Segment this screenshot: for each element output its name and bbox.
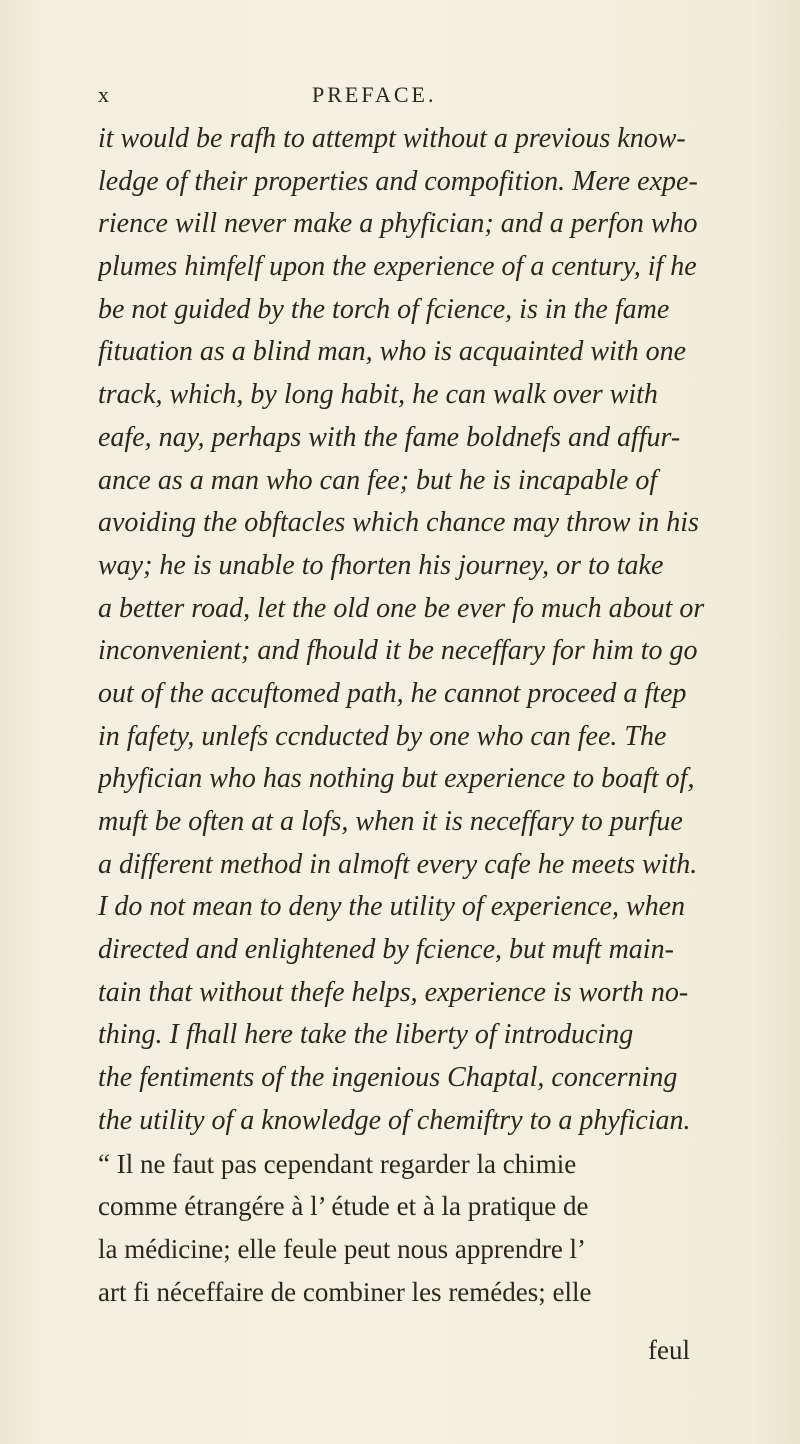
text-line: thing. I fhall here take the liberty of introducing — [98, 1019, 634, 1051]
quote-line: “ Il ne faut pas cependant regarder la chimie — [98, 1148, 577, 1179]
text-line: it would be rafh to attempt without a previous know- — [98, 123, 686, 154]
text-line: the utility of a knowledge of chemiftry to a phyfician. — [98, 1104, 691, 1136]
text-line: a better road, let the old one be ever fo much about or — [98, 592, 705, 624]
text-line: a different method in almoft every cafe he meets with. — [98, 848, 698, 880]
page-number: x — [98, 82, 110, 107]
text-line: fituation as a blind man, who is acquainted with one — [98, 336, 686, 368]
text-line: be not guided by the torch of fcience, is in the fame — [98, 293, 670, 325]
body-text — [98, 118, 718, 1313]
quote-line: comme étrangére à l’ étude et à la pratique de — [98, 1191, 589, 1222]
catchword: feul — [648, 1335, 690, 1365]
text-line: avoiding the obftacles which chance may throw in his — [98, 507, 699, 539]
text-line: muft be often at a lofs, when it is neceffary to purfue — [98, 806, 683, 837]
quote-line: art fi néceffaire de combiner les remédes; elle — [98, 1276, 592, 1307]
text-line: plumes himfelf upon the experience of a century, if he — [98, 251, 697, 283]
text-line: ance as a man who can fee; but he is incapable of — [98, 464, 658, 496]
text-line: eafe, nay, perhaps with the fame boldnefs and affur- — [98, 421, 681, 453]
text-line: track, which, by long habit, he can walk over with — [98, 379, 658, 411]
text-line: way; he is unable to fhorten his journey, or to take — [98, 549, 664, 581]
quote-line: la médicine; elle feule peut nous apprendre l’ — [98, 1233, 587, 1264]
text-line: out of the accuftomed path, he cannot proceed a ftep — [98, 677, 687, 709]
text-line: ledge of their properties and compofition. Mere expe- — [98, 165, 698, 197]
text-line: directed and enlightened by fcience, but muft main- — [98, 934, 674, 966]
text-line: phyfician who has nothing but experience to boaft of, — [98, 763, 695, 795]
text-line: inconvenient; and fhould it be neceffary for him to go — [98, 635, 698, 667]
text-line: I do not mean to deny the utility of experience, when — [98, 891, 686, 923]
text-line: rience will never make a phyfician; and a perfon who — [98, 208, 698, 240]
text-line: the fentiments of the ingenious Chaptal, concerning — [98, 1062, 678, 1094]
text-line: in fafety, unlefs ccnducted by one who can fee. The — [98, 720, 667, 752]
text-line: tain that without thefe helps, experience is worth no- — [98, 976, 689, 1008]
running-head — [0, 82, 800, 112]
running-title: PREFACE. — [312, 82, 437, 107]
